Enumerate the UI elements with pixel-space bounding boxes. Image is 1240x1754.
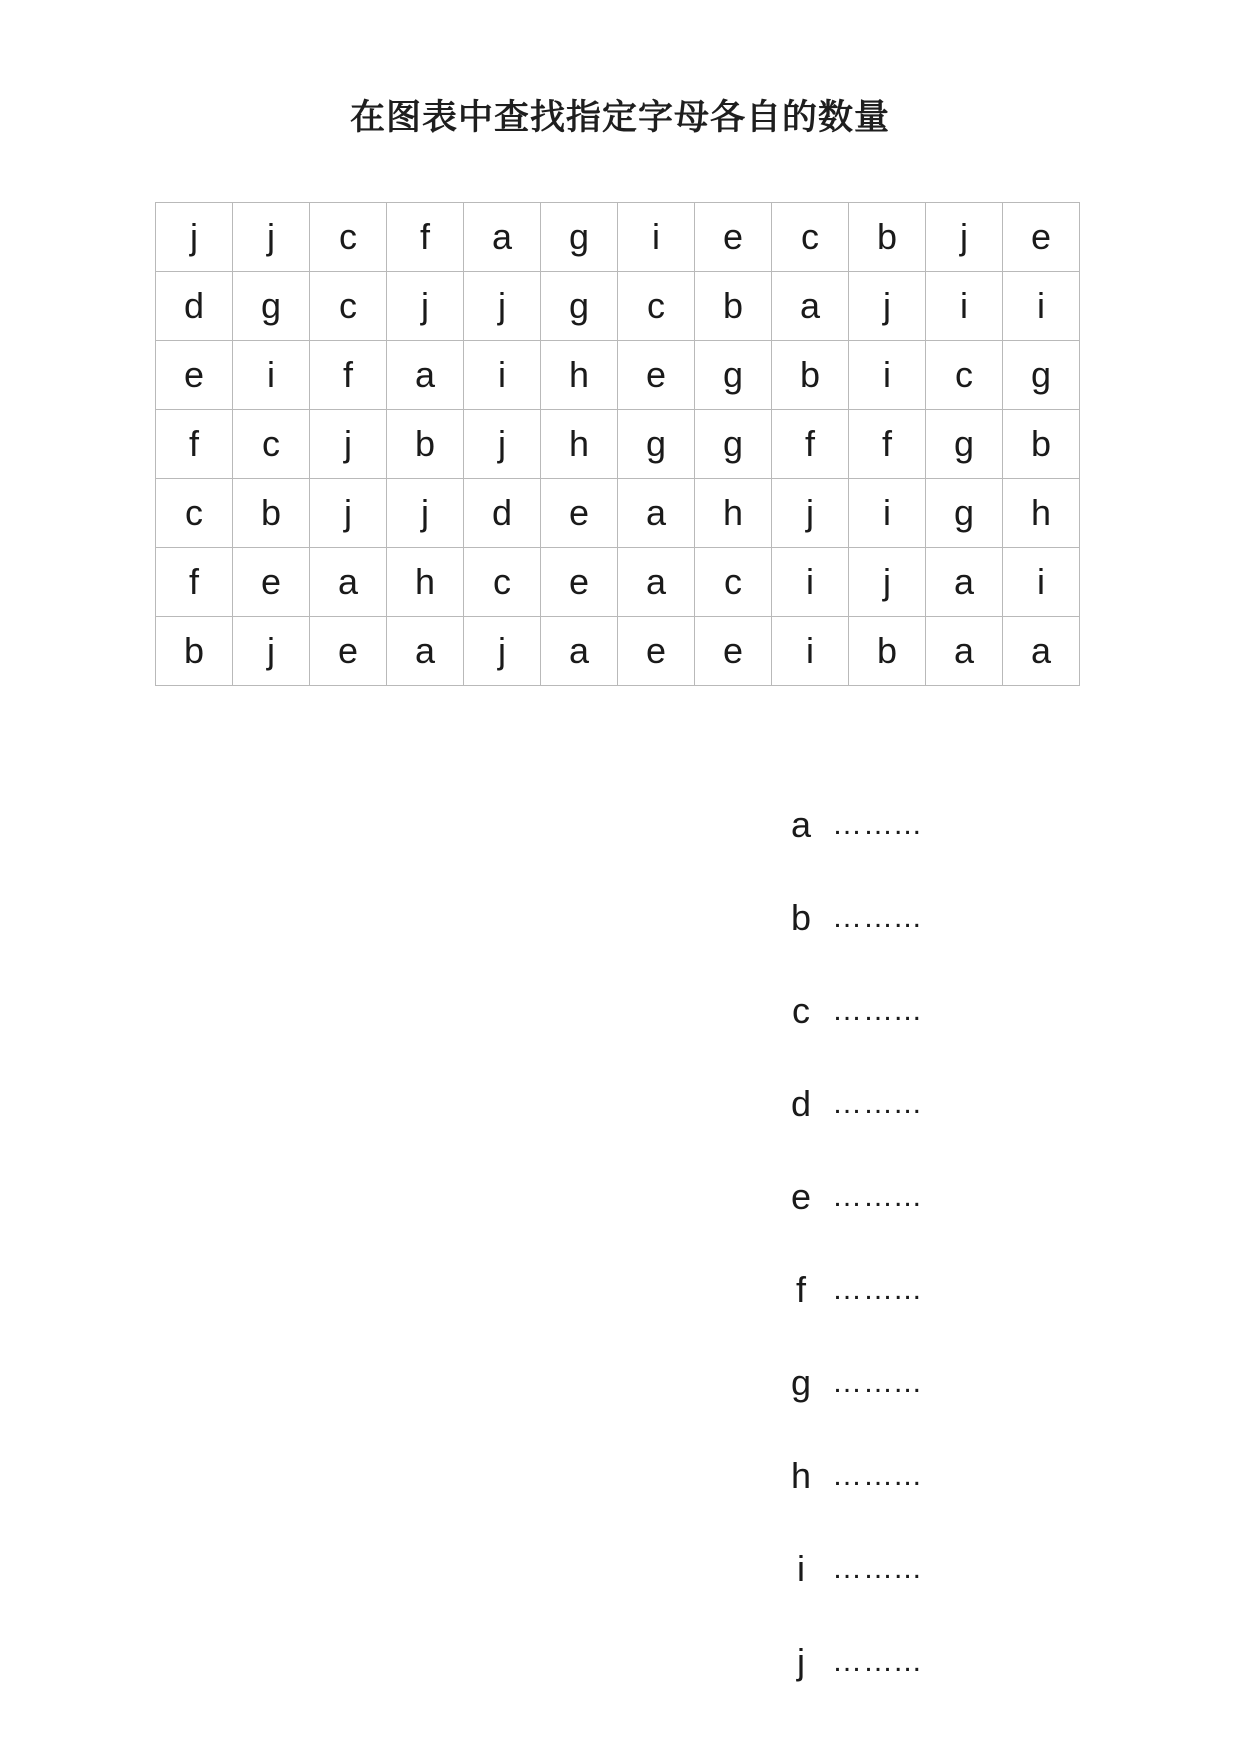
grid-cell: e bbox=[541, 548, 618, 617]
grid-cell: j bbox=[387, 479, 464, 548]
grid-cell: h bbox=[541, 410, 618, 479]
answer-blank: ……... bbox=[832, 993, 923, 1027]
grid-cell: b bbox=[156, 617, 233, 686]
grid-cell: i bbox=[849, 479, 926, 548]
grid-cell: a bbox=[926, 617, 1003, 686]
grid-cell: e bbox=[1003, 203, 1080, 272]
grid-cell: j bbox=[926, 203, 1003, 272]
grid-cell: c bbox=[464, 548, 541, 617]
grid-cell: e bbox=[618, 341, 695, 410]
grid-cell: j bbox=[464, 410, 541, 479]
grid-cell: e bbox=[618, 617, 695, 686]
grid-cell: j bbox=[233, 617, 310, 686]
grid-cell: g bbox=[695, 410, 772, 479]
answer-letter: e bbox=[790, 1175, 812, 1217]
answer-letter: b bbox=[790, 896, 812, 938]
grid-row bbox=[156, 272, 1080, 341]
grid-cell: i bbox=[926, 272, 1003, 341]
grid-cell: j bbox=[772, 479, 849, 548]
grid-cell: g bbox=[926, 410, 1003, 479]
grid-cell: i bbox=[618, 203, 695, 272]
grid-cell: f bbox=[310, 341, 387, 410]
grid-cell: h bbox=[541, 341, 618, 410]
letter-grid bbox=[155, 202, 1080, 686]
grid-cell: c bbox=[310, 272, 387, 341]
answer-letter: f bbox=[795, 1268, 806, 1310]
grid-row bbox=[156, 410, 1080, 479]
grid-cell: a bbox=[310, 548, 387, 617]
answer-letter: i bbox=[797, 1547, 805, 1589]
grid-row bbox=[156, 617, 1080, 686]
grid-cell: i bbox=[772, 617, 849, 686]
answer-row bbox=[770, 1150, 922, 1243]
grid-cell: j bbox=[156, 203, 233, 272]
grid-cell: e bbox=[233, 548, 310, 617]
answer-row bbox=[770, 1429, 922, 1522]
grid-cell: j bbox=[464, 272, 541, 341]
answer-blank: ……... bbox=[832, 1365, 923, 1399]
grid-cell: h bbox=[387, 548, 464, 617]
grid-cell: b bbox=[849, 617, 926, 686]
answer-row bbox=[770, 1243, 922, 1336]
answer-row bbox=[770, 1336, 922, 1429]
grid-cell: j bbox=[233, 203, 310, 272]
grid-cell: g bbox=[695, 341, 772, 410]
answer-row bbox=[770, 964, 922, 1057]
grid-cell: c bbox=[233, 410, 310, 479]
grid-cell: e bbox=[541, 479, 618, 548]
grid-cell: c bbox=[310, 203, 387, 272]
answer-blank: ……... bbox=[832, 1458, 923, 1492]
answer-blank: ……... bbox=[832, 807, 923, 841]
grid-cell: b bbox=[849, 203, 926, 272]
grid-row bbox=[156, 203, 1080, 272]
grid-cell: g bbox=[541, 272, 618, 341]
grid-cell: c bbox=[618, 272, 695, 341]
grid-cell: a bbox=[387, 617, 464, 686]
grid-cell: b bbox=[233, 479, 310, 548]
grid-cell: a bbox=[541, 617, 618, 686]
grid-row bbox=[156, 341, 1080, 410]
answer-letter: h bbox=[790, 1454, 812, 1496]
grid-cell: h bbox=[695, 479, 772, 548]
grid-cell: e bbox=[695, 203, 772, 272]
grid-cell: i bbox=[849, 341, 926, 410]
grid-cell: f bbox=[156, 548, 233, 617]
grid-cell: a bbox=[1003, 617, 1080, 686]
answer-row bbox=[770, 778, 922, 871]
page-title: 在图表中查找指定字母各自的数量 bbox=[349, 98, 890, 138]
grid-cell: b bbox=[695, 272, 772, 341]
grid-cell: d bbox=[464, 479, 541, 548]
answer-blank: ……... bbox=[832, 1272, 923, 1306]
grid-cell: f bbox=[849, 410, 926, 479]
grid-cell: a bbox=[387, 341, 464, 410]
answer-letter: j bbox=[797, 1640, 805, 1682]
grid-cell: c bbox=[156, 479, 233, 548]
grid-cell: i bbox=[233, 341, 310, 410]
grid-cell: e bbox=[156, 341, 233, 410]
grid-cell: g bbox=[1003, 341, 1080, 410]
answer-letter: g bbox=[790, 1361, 812, 1403]
grid-cell: j bbox=[849, 272, 926, 341]
answer-row bbox=[770, 1615, 922, 1708]
grid-cell: e bbox=[310, 617, 387, 686]
grid-cell: f bbox=[772, 410, 849, 479]
answer-row bbox=[770, 1057, 922, 1150]
grid-cell: b bbox=[1003, 410, 1080, 479]
grid-cell: i bbox=[1003, 272, 1080, 341]
answer-letter: a bbox=[790, 803, 812, 845]
grid-cell: a bbox=[464, 203, 541, 272]
answer-blank: ……... bbox=[832, 900, 923, 934]
grid-cell: g bbox=[618, 410, 695, 479]
letter-grid-body bbox=[156, 203, 1080, 686]
grid-cell: b bbox=[772, 341, 849, 410]
answer-row bbox=[770, 871, 922, 964]
grid-cell: b bbox=[387, 410, 464, 479]
answer-blank: ……... bbox=[832, 1551, 923, 1585]
grid-cell: e bbox=[695, 617, 772, 686]
grid-cell: j bbox=[849, 548, 926, 617]
grid-cell: f bbox=[156, 410, 233, 479]
answer-list bbox=[770, 778, 922, 1708]
grid-cell: h bbox=[1003, 479, 1080, 548]
grid-cell: g bbox=[541, 203, 618, 272]
grid-cell: f bbox=[387, 203, 464, 272]
grid-cell: g bbox=[926, 479, 1003, 548]
answer-letter: d bbox=[790, 1082, 812, 1124]
grid-cell: g bbox=[233, 272, 310, 341]
grid-cell: a bbox=[926, 548, 1003, 617]
grid-cell: j bbox=[310, 479, 387, 548]
grid-cell: c bbox=[772, 203, 849, 272]
grid-cell: i bbox=[464, 341, 541, 410]
answer-row bbox=[770, 1522, 922, 1615]
grid-row bbox=[156, 479, 1080, 548]
answer-blank: ……... bbox=[832, 1644, 923, 1678]
grid-cell: j bbox=[464, 617, 541, 686]
grid-cell: j bbox=[387, 272, 464, 341]
grid-cell: j bbox=[310, 410, 387, 479]
grid-cell: a bbox=[772, 272, 849, 341]
grid-cell: i bbox=[1003, 548, 1080, 617]
answer-letter: c bbox=[792, 989, 810, 1031]
answer-blank: ……... bbox=[832, 1086, 923, 1120]
grid-cell: d bbox=[156, 272, 233, 341]
grid-row bbox=[156, 548, 1080, 617]
grid-cell: a bbox=[618, 479, 695, 548]
grid-cell: c bbox=[926, 341, 1003, 410]
grid-cell: i bbox=[772, 548, 849, 617]
answer-blank: ……... bbox=[832, 1179, 923, 1213]
grid-cell: a bbox=[618, 548, 695, 617]
grid-cell: c bbox=[695, 548, 772, 617]
